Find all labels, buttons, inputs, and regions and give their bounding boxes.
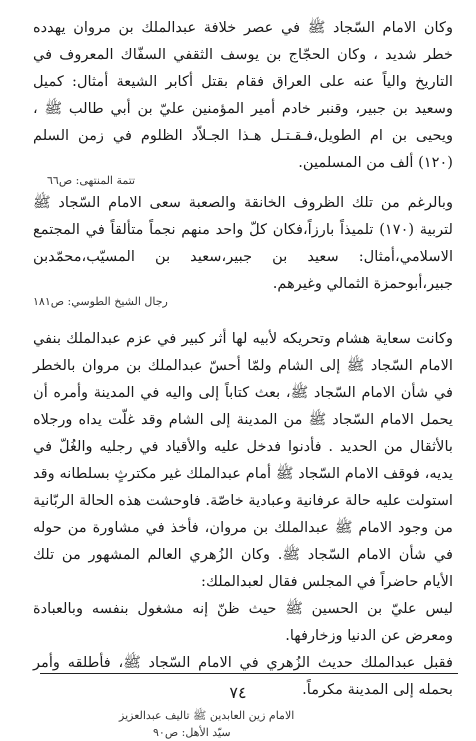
paragraph-exile: وكانت سعاية هشام وتحريكه لأبيه لها أثر كبير في عزم عبدالملك بنفي الامام السّجاد ﷺ إلى الشام ولمّا أحسّ عبدالملك بن مروان بالخطر في شأن الامام السّجاد ﷺ، بعث كتاباً إلى واليه في المدينة وأمره أن يحمل الامام السّجاد ﷺ من المدينة إلى الشام وقد غلّت يداه ورجلاه بالأثقال من الحديد . فأدنوا فدخل عليه والأقياد في رجليه والغُلّ في يديه، فوقف الامام السّجاد ﷺ أمام عبدالملك غير مكترثٍ بسلطانه وقد استولت عليه حالة عرفانية وعبادية خاصّة. فاوحشت هذه الحالة الربّانية من وجود الامام ﷺ عبدالملك بن مروان، فأخذ في مشاورة من حوله في شأن الامام السّجاد ﷺ. وكان الزُهري العالم المشهور من تلك الأيام حاضراً في المجلس فقال لعبدالملك: xyxy=(33,330,453,590)
final-source-line-1: الامام زين العابدين ﷺ تاليف عبدالعزيز xyxy=(119,709,295,722)
paragraph-zuhri-quote: ليس عليّ بن الحسين ﷺ حيث ظنّ إنه مشغول بنفسه وبالعبادة ومعرض عن الدنيا وزخارفها. xyxy=(33,600,453,644)
final-source-line-2: سيّد الأهل: ص٩٠ xyxy=(153,726,231,739)
source-citation-first: تتمة المنتهى: ص٦٦ xyxy=(47,174,136,187)
source-citation-final xyxy=(33,707,455,741)
footer-divider xyxy=(40,673,458,674)
source-citation-second: رجال الشيخ الطوسي: ص١٨١ xyxy=(33,295,168,308)
page-body xyxy=(33,14,453,741)
paragraph-students: وبالرغم من تلك الظروف الخانقة والصعبة سعى الامام السّجاد ﷺ لتربية (١٧٠) تلميذاً بارزاً،فكان كلّ واحد منهم نجماً متألقاً في المجتمع الاسلامي،أمثال: سعيد بن جبير،سعيد بن المسيّب،محمّدبن جبير،أبوحمزة الثمالي وغيرهم. xyxy=(33,194,453,292)
section-gap xyxy=(33,309,453,325)
page-number: ٧٤ xyxy=(229,683,247,702)
paragraph-sajjad-era: وكان الامام السّجاد ﷺ في عصر خلافة عبدالملك بن مروان يهدده خطر شديد ، وكان الحجّاج بن يوسف الثقفي السفّاك المعروف في التاريخ والياً عنه على العراق فقام بقتل أكابر الشيعة أمثال: كميل وسعيد بن جبير، وقنبر خادم أمير المؤمنين عليّ بن أبي طالب ﷺ ، ويحيى بن ام الطويل،فـقـتـل هـذا الجـلاّد الظلوم في زمن السلم (١٢٠) ألف من المسلمين. xyxy=(33,19,453,171)
paragraph-release: فقبل عبدالملك حديث الزُهري في الامام السّجاد ﷺ، فأطلقه وأمر بحمله إلى المدينة مكرماً. xyxy=(33,654,453,698)
